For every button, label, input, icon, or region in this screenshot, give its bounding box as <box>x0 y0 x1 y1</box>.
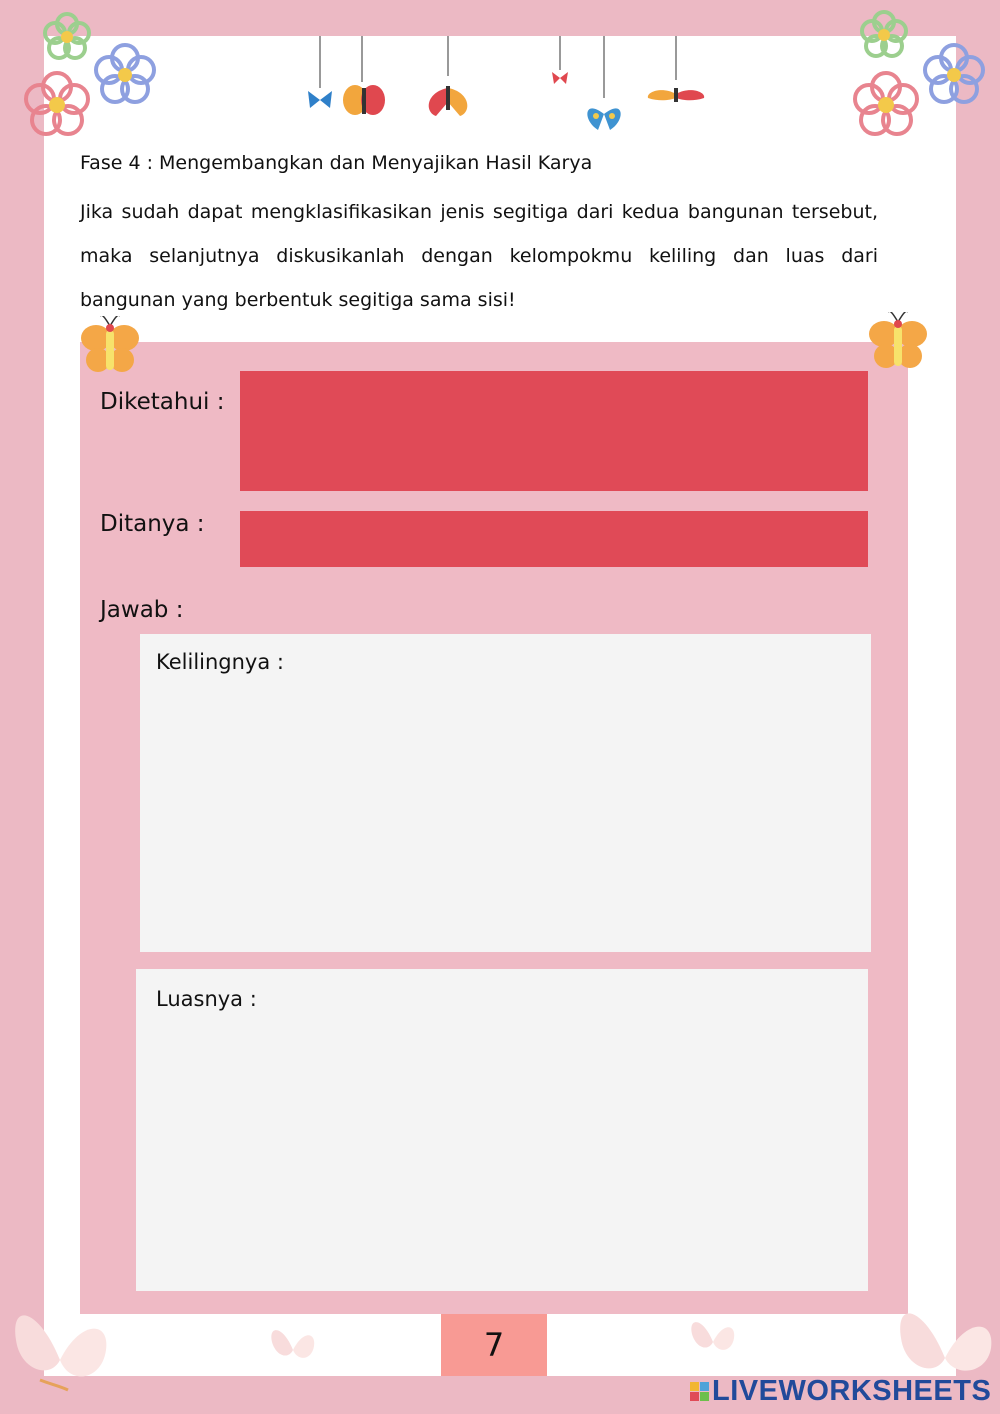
butterfly-icon <box>688 1312 743 1362</box>
flower-cluster-icon <box>15 5 165 155</box>
area-answer-box[interactable] <box>136 969 868 1291</box>
liveworksheets-logo-icon <box>690 1382 709 1401</box>
area-label: Luasnya : <box>156 987 257 1011</box>
perimeter-answer-box[interactable] <box>140 634 871 952</box>
page-number: 7 <box>441 1314 547 1376</box>
hanging-butterfly-icon <box>300 36 720 140</box>
butterfly-icon <box>78 316 142 378</box>
known-input[interactable] <box>240 371 868 491</box>
known-label: Diketahui : <box>100 389 225 415</box>
answer-label: Jawab : <box>100 597 184 623</box>
butterfly-icon <box>10 1300 120 1405</box>
watermark <box>690 1374 991 1408</box>
flower-cluster-icon <box>840 5 1000 155</box>
butterfly-icon <box>866 312 930 374</box>
asked-input[interactable] <box>240 511 868 567</box>
section-heading: Fase 4 : Mengembangkan dan Menyajikan Hasil Karya <box>80 152 593 174</box>
butterfly-icon <box>268 1320 318 1370</box>
asked-label: Ditanya : <box>100 511 205 537</box>
watermark-text: LIVEWORKSHEETS <box>712 1374 992 1407</box>
instruction-text: Jika sudah dapat mengklasifikasikan jenis segitiga dari kedua bangunan tersebut, maka selanjutnya diskusikanlah dengan kelompokmu keliling dan luas dari bangunan yang berbentuk segitiga sama sisi! <box>80 201 878 311</box>
butterfly-icon <box>895 1298 995 1378</box>
perimeter-label: Kelilingnya : <box>156 650 284 674</box>
